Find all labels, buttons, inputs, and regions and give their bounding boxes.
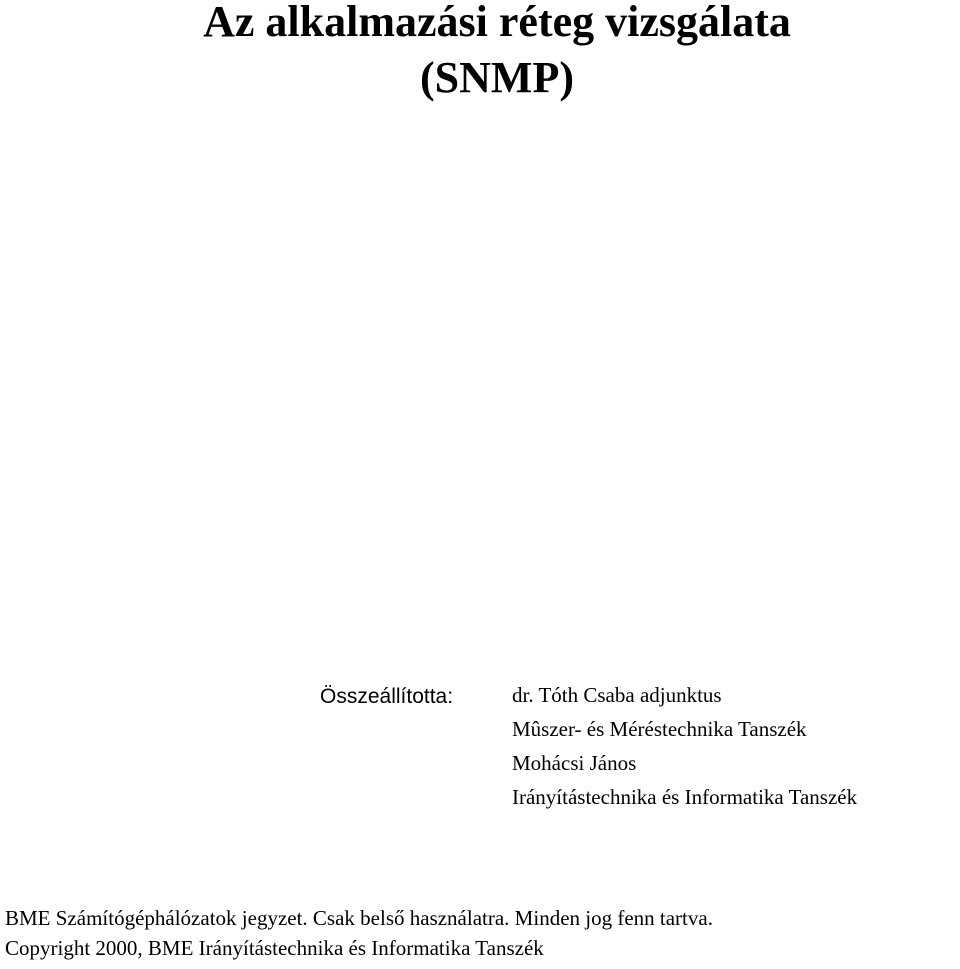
compiled-by-label: Összeállította: bbox=[320, 685, 454, 708]
author-line: Mohácsi János bbox=[512, 751, 637, 775]
author-line: dr. Tóth Csaba adjunktus bbox=[512, 683, 722, 707]
author-line: Mûszer- és Méréstechnika Tanszék bbox=[512, 717, 807, 741]
author-line: Irányítástechnika és Informatika Tanszék bbox=[512, 785, 858, 809]
footer bbox=[5, 903, 713, 963]
footer-copyright: Copyright 2000, BME Irányítástechnika és Informatika Tanszék bbox=[5, 936, 544, 960]
document-title-line-2: (SNMP) bbox=[420, 53, 574, 102]
footer-notice: BME Számítógéphálózatok jegyzet. Csak belső használatra. Minden jog fenn tartva. bbox=[5, 906, 713, 930]
document-title-line-1: Az alkalmazási réteg vizsgálata bbox=[203, 0, 791, 46]
author-list bbox=[512, 678, 857, 814]
